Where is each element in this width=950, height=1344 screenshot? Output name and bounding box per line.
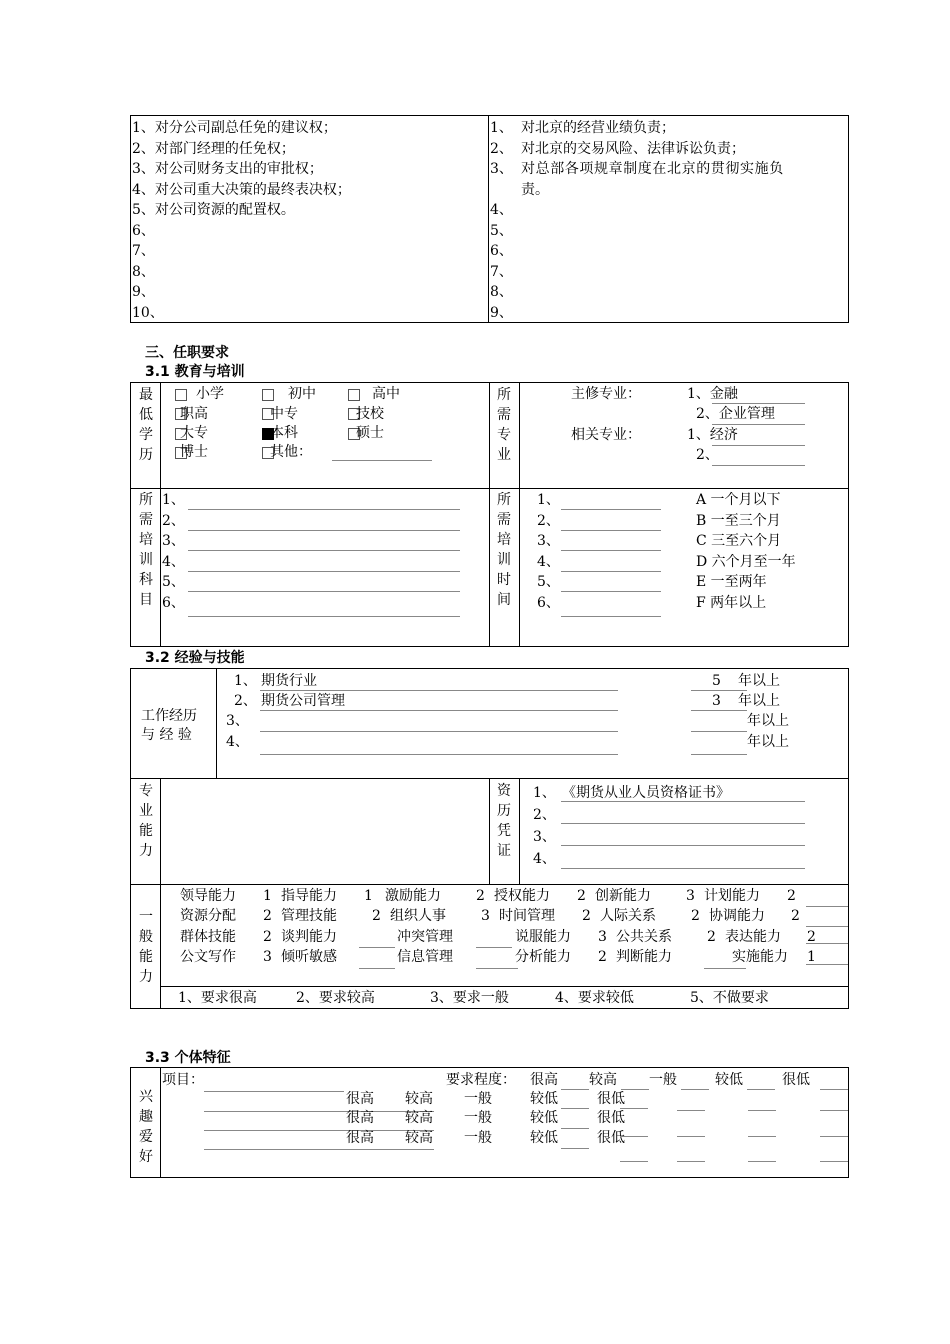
option-senior-label: 高中 — [372, 386, 400, 402]
right-item: 10、 — [132, 304, 164, 321]
ability-value: 2 — [807, 929, 816, 945]
ability-line[interactable] — [806, 943, 848, 944]
training-subject-line[interactable] — [188, 616, 460, 617]
ability-line[interactable] — [806, 964, 848, 965]
training-subject-item: 2、 — [162, 512, 185, 529]
level-line[interactable] — [748, 1136, 776, 1137]
trait-level: 很低 — [597, 1091, 625, 1107]
col-divider — [160, 778, 161, 1009]
experience-num: 2、 — [234, 693, 257, 709]
experience-text: 期货行业 — [261, 673, 317, 689]
work-experience-label-2: 与 经 验 — [141, 727, 192, 743]
right-item: 8、 — [132, 263, 155, 280]
training-subject-item: 3、 — [162, 533, 185, 549]
experience-num: 1、 — [234, 673, 257, 689]
duty-item: 责。 — [521, 181, 549, 198]
subsection-experience: 3.2 经验与技能 — [145, 650, 245, 666]
ability-line[interactable] — [806, 906, 848, 907]
years-suffix: 年以上 — [747, 713, 789, 729]
ability-value: 2 — [263, 929, 272, 945]
col-divider — [489, 778, 490, 884]
required-major-label: 所需专业 — [497, 387, 511, 463]
training-time-item: 5、 — [537, 574, 560, 590]
ability-value: 2 — [598, 949, 607, 965]
ability-legend: 1、要求很高 — [178, 990, 257, 1006]
option-doctor-label: 博士 — [180, 444, 208, 460]
row-divider — [160, 986, 849, 987]
level-high: 较高 — [589, 1072, 617, 1088]
training-subject-item: 6、 — [162, 594, 185, 611]
checkbox-primary[interactable] — [175, 389, 187, 401]
ability-value: 3 — [598, 929, 607, 945]
ability-value: 2 — [263, 908, 272, 924]
trait-level: 较低 — [530, 1091, 558, 1107]
duties-list — [521, 118, 784, 200]
level-line[interactable] — [748, 1161, 776, 1162]
ability-line[interactable] — [359, 947, 395, 948]
ability-name: 创新能力 — [595, 888, 651, 904]
ability-legend: 5、不做要求 — [690, 990, 769, 1006]
trait-level: 较低 — [530, 1110, 558, 1126]
option-college-label: 大专 — [180, 425, 208, 441]
ability-value: 2 — [577, 888, 586, 904]
ability-name: 授权能力 — [494, 888, 550, 904]
ability-line[interactable] — [359, 968, 395, 969]
level-line[interactable] — [620, 1161, 648, 1162]
option-junior-label: 初中 — [288, 386, 316, 402]
ability-name: 指导能力 — [281, 888, 337, 904]
level-line[interactable] — [820, 1161, 848, 1162]
level-very-high: 很高 — [530, 1072, 558, 1088]
training-subject-list — [162, 490, 185, 613]
years-suffix: 年以上 — [738, 673, 780, 689]
duty-num: 3、 — [490, 161, 513, 177]
ability-legend: 4、要求较低 — [555, 990, 634, 1006]
row-divider — [130, 884, 849, 885]
training-subject-line[interactable] — [188, 571, 460, 572]
ability-value: 2 — [791, 908, 800, 924]
ability-value: 1 — [263, 888, 272, 904]
col-divider — [519, 778, 520, 884]
cert-line[interactable] — [561, 823, 805, 824]
years-suffix: 年以上 — [747, 734, 789, 750]
right-item: 5、对公司资源的配置权。 — [132, 202, 295, 218]
trait-level: 一般 — [464, 1130, 492, 1146]
option-technical-secondary-label: 中专 — [270, 406, 298, 422]
level-very-low: 很低 — [782, 1072, 810, 1088]
item-label: 项目： — [162, 1072, 204, 1088]
checkbox-senior[interactable] — [348, 389, 360, 401]
level-line[interactable] — [561, 1128, 589, 1129]
level-line[interactable] — [681, 1089, 709, 1090]
ability-name: 判断能力 — [616, 949, 672, 965]
col-divider — [160, 382, 161, 647]
duration-option: D 六个月至一年 — [696, 553, 796, 570]
trait-input[interactable] — [204, 1091, 344, 1092]
duties-rest-list — [490, 200, 513, 323]
trait-input[interactable] — [204, 1149, 434, 1150]
ability-line[interactable] — [704, 968, 746, 969]
ability-name: 冲突管理 — [397, 929, 453, 945]
duty-num: 2、 — [490, 140, 513, 157]
ability-name: 说服能力 — [515, 929, 571, 945]
general-ability-label: 一般能力 — [139, 909, 153, 985]
ability-value: 2 — [476, 888, 485, 904]
experience-years: 5 — [712, 673, 721, 689]
trait-level: 很高 — [346, 1130, 374, 1146]
training-time-label: 所需培训时间 — [497, 492, 511, 608]
right-item: 7、 — [132, 243, 155, 259]
authority-divider — [488, 115, 489, 323]
other-education-input[interactable] — [332, 460, 432, 461]
work-experience-label: 工作经历 — [141, 708, 197, 724]
duties-num-list — [490, 118, 513, 180]
right-item: 1、对分公司副总任免的建议权； — [132, 120, 337, 136]
ability-name: 资源分配 — [180, 908, 236, 924]
level-line[interactable] — [677, 1136, 705, 1137]
ability-name: 管理技能 — [281, 908, 337, 924]
level-line[interactable] — [747, 1089, 775, 1090]
ability-name: 公文写作 — [180, 949, 236, 965]
duty-num: 1、 — [490, 120, 513, 136]
trait-level: 较高 — [405, 1110, 433, 1126]
option-primary-label: 小学 — [196, 386, 224, 402]
training-time-line[interactable] — [561, 616, 661, 617]
training-time-item: 6、 — [537, 594, 560, 611]
option-technical-school-label: 技校 — [356, 406, 384, 422]
main-major-1: 1、金融 — [687, 386, 738, 402]
experience-line[interactable] — [260, 754, 618, 755]
min-education-label: 最低学历 — [139, 387, 153, 463]
duty-item: 对总部各项规章制度在北京的贯彻实施负 — [521, 161, 784, 177]
option-vocational-high-label: 职高 — [180, 406, 208, 422]
cert-num: 3、 — [533, 829, 556, 845]
training-subject-item: 5、 — [162, 574, 185, 590]
subsection-personal: 3.3 个体特征 — [145, 1050, 231, 1066]
option-other-label: 其他： — [270, 444, 312, 460]
certificate-label: 资历凭证 — [497, 783, 511, 859]
training-time-line[interactable] — [561, 509, 661, 510]
cert-num: 1、 — [533, 785, 556, 801]
ability-name: 激励能力 — [385, 888, 441, 904]
right-item: 6、 — [132, 222, 155, 239]
ability-value: 1 — [807, 949, 816, 965]
level-line[interactable] — [820, 1089, 848, 1090]
trait-input[interactable] — [204, 1111, 434, 1112]
ability-name: 谈判能力 — [281, 929, 337, 945]
ability-value: 3 — [481, 908, 490, 924]
level-line[interactable] — [561, 1108, 589, 1109]
professional-ability-label: 专业能力 — [139, 783, 153, 859]
duty-num: 7、 — [490, 263, 513, 280]
level-line[interactable] — [677, 1161, 705, 1162]
years-line[interactable] — [691, 731, 747, 732]
level-line[interactable] — [820, 1110, 848, 1111]
training-time-line[interactable] — [561, 530, 661, 531]
training-time-line[interactable] — [561, 550, 661, 551]
years-suffix: 年以上 — [738, 693, 780, 709]
ability-legend: 3、要求一般 — [430, 990, 509, 1006]
related-major-1-line[interactable] — [712, 445, 805, 446]
col-divider — [519, 382, 520, 647]
training-time-item: 3、 — [537, 533, 560, 549]
trait-level: 很高 — [346, 1110, 374, 1126]
duration-option: A 一个月以下 — [696, 492, 781, 508]
level-line[interactable] — [748, 1110, 776, 1111]
related-major-2: 2、 — [696, 447, 719, 463]
ability-name: 时间管理 — [499, 908, 555, 924]
right-item: 4、对公司重大决策的最终表决权； — [132, 181, 351, 198]
duration-option: F 两年以上 — [696, 594, 767, 611]
ability-value: 2 — [707, 929, 716, 945]
ability-name: 倾听敏感 — [281, 949, 337, 965]
ability-line[interactable] — [806, 926, 848, 927]
experience-line[interactable] — [260, 731, 618, 732]
experience-text: 期货公司管理 — [261, 693, 345, 709]
cert-num: 4、 — [533, 851, 556, 867]
training-time-item: 2、 — [537, 512, 560, 529]
ability-name: 分析能力 — [515, 949, 571, 965]
col-divider — [489, 382, 490, 647]
training-subject-line[interactable] — [188, 530, 460, 531]
training-subject-line[interactable] — [188, 591, 460, 592]
ability-name: 人际关系 — [600, 908, 656, 924]
duty-num: 8、 — [490, 284, 513, 300]
experience-num: 3、 — [226, 713, 249, 729]
duration-option: C 三至六个月 — [696, 533, 782, 549]
trait-level: 很低 — [597, 1130, 625, 1146]
ability-line[interactable] — [476, 968, 518, 969]
right-item: 3、对公司财务支出的审批权； — [132, 161, 323, 177]
level-line[interactable] — [820, 1136, 848, 1137]
trait-level: 很低 — [597, 1110, 625, 1126]
ability-value: 2 — [372, 908, 381, 924]
ability-name: 协调能力 — [709, 908, 765, 924]
level-line[interactable] — [620, 1108, 648, 1109]
ability-value: 2 — [691, 908, 700, 924]
right-item: 2、对部门经理的任免权； — [132, 140, 295, 157]
training-subject-item: 1、 — [162, 492, 185, 508]
years-line[interactable] — [691, 754, 747, 755]
ability-value: 2 — [582, 908, 591, 924]
ability-legend: 2、要求较高 — [296, 990, 375, 1006]
cert-text: 《期货从业人员资格证书》 — [562, 785, 730, 801]
level-line[interactable] — [677, 1110, 705, 1111]
experience-num: 4、 — [226, 734, 249, 750]
option-master-label: 硕士 — [356, 425, 384, 441]
duty-num: 5、 — [490, 222, 513, 239]
col-divider — [160, 1067, 161, 1178]
experience-years: 3 — [712, 693, 721, 709]
col-divider — [216, 668, 217, 778]
ability-value: 3 — [686, 888, 695, 904]
cert-line[interactable] — [561, 845, 805, 846]
rights-list — [132, 118, 351, 323]
training-time-line[interactable] — [561, 571, 661, 572]
cert-num: 2、 — [533, 807, 556, 823]
cert-line[interactable] — [561, 868, 805, 869]
trait-level: 较低 — [530, 1130, 558, 1146]
related-major-label: 相关专业： — [571, 427, 641, 443]
degree-label: 要求程度： — [446, 1072, 516, 1088]
training-subjects-label: 所需培训科目 — [139, 492, 153, 608]
ability-name: 领导能力 — [180, 888, 236, 904]
ability-name: 公共关系 — [616, 929, 672, 945]
training-time-list — [537, 490, 560, 613]
duration-option: B 一至三个月 — [696, 512, 781, 529]
ability-value: 1 — [364, 888, 373, 904]
duration-options — [696, 490, 796, 613]
trait-level: 较高 — [405, 1091, 433, 1107]
trait-level: 一般 — [464, 1110, 492, 1126]
main-major-label: 主修专业： — [571, 386, 641, 402]
training-subject-line[interactable] — [188, 550, 460, 551]
trait-input[interactable] — [204, 1130, 434, 1131]
interests-label: 兴趣爱好 — [139, 1089, 153, 1165]
training-time-line[interactable] — [561, 591, 661, 592]
ability-value: 2 — [787, 888, 796, 904]
training-subject-line[interactable] — [188, 509, 460, 510]
checkbox-junior[interactable] — [262, 389, 274, 401]
ability-value: 3 — [263, 949, 272, 965]
related-major-2-line[interactable] — [712, 465, 805, 466]
cert-line[interactable] — [561, 801, 805, 802]
ability-name: 表达能力 — [725, 929, 781, 945]
option-bachelor-label: 本科 — [270, 425, 298, 441]
duty-num: 4、 — [490, 202, 513, 218]
level-line[interactable] — [620, 1136, 648, 1137]
training-time-item: 1、 — [537, 492, 560, 508]
level-line[interactable] — [621, 1089, 649, 1090]
level-medium: 一般 — [649, 1072, 677, 1088]
related-major-1: 1、经济 — [687, 427, 738, 443]
ability-name: 组织人事 — [390, 908, 446, 924]
trait-level: 很高 — [346, 1091, 374, 1107]
duty-item: 对北京的经营业绩负责； — [521, 120, 675, 136]
trait-level: 一般 — [464, 1091, 492, 1107]
training-subject-item: 4、 — [162, 553, 185, 570]
ability-name: 信息管理 — [397, 949, 453, 965]
main-major-2: 2、企业管理 — [696, 406, 775, 422]
ability-name: 计划能力 — [704, 888, 760, 904]
level-line[interactable] — [561, 1148, 589, 1149]
subsection-education: 3.1 教育与培训 — [145, 364, 245, 380]
duration-option: E 一至两年 — [696, 574, 767, 590]
ability-name: 实施能力 — [732, 949, 788, 965]
duty-num: 6、 — [490, 243, 513, 259]
training-time-item: 4、 — [537, 553, 560, 570]
ability-line[interactable] — [476, 947, 512, 948]
experience-line[interactable] — [260, 710, 618, 711]
section-title: 三、任职要求 — [145, 345, 229, 361]
level-low: 较低 — [715, 1072, 743, 1088]
right-item: 9、 — [132, 284, 155, 300]
duty-item: 对北京的交易风险、法律诉讼负责； — [521, 140, 745, 157]
ability-name: 群体技能 — [180, 929, 236, 945]
duty-num: 9、 — [490, 304, 513, 321]
trait-level: 较高 — [405, 1130, 433, 1146]
level-line[interactable] — [561, 1089, 589, 1090]
